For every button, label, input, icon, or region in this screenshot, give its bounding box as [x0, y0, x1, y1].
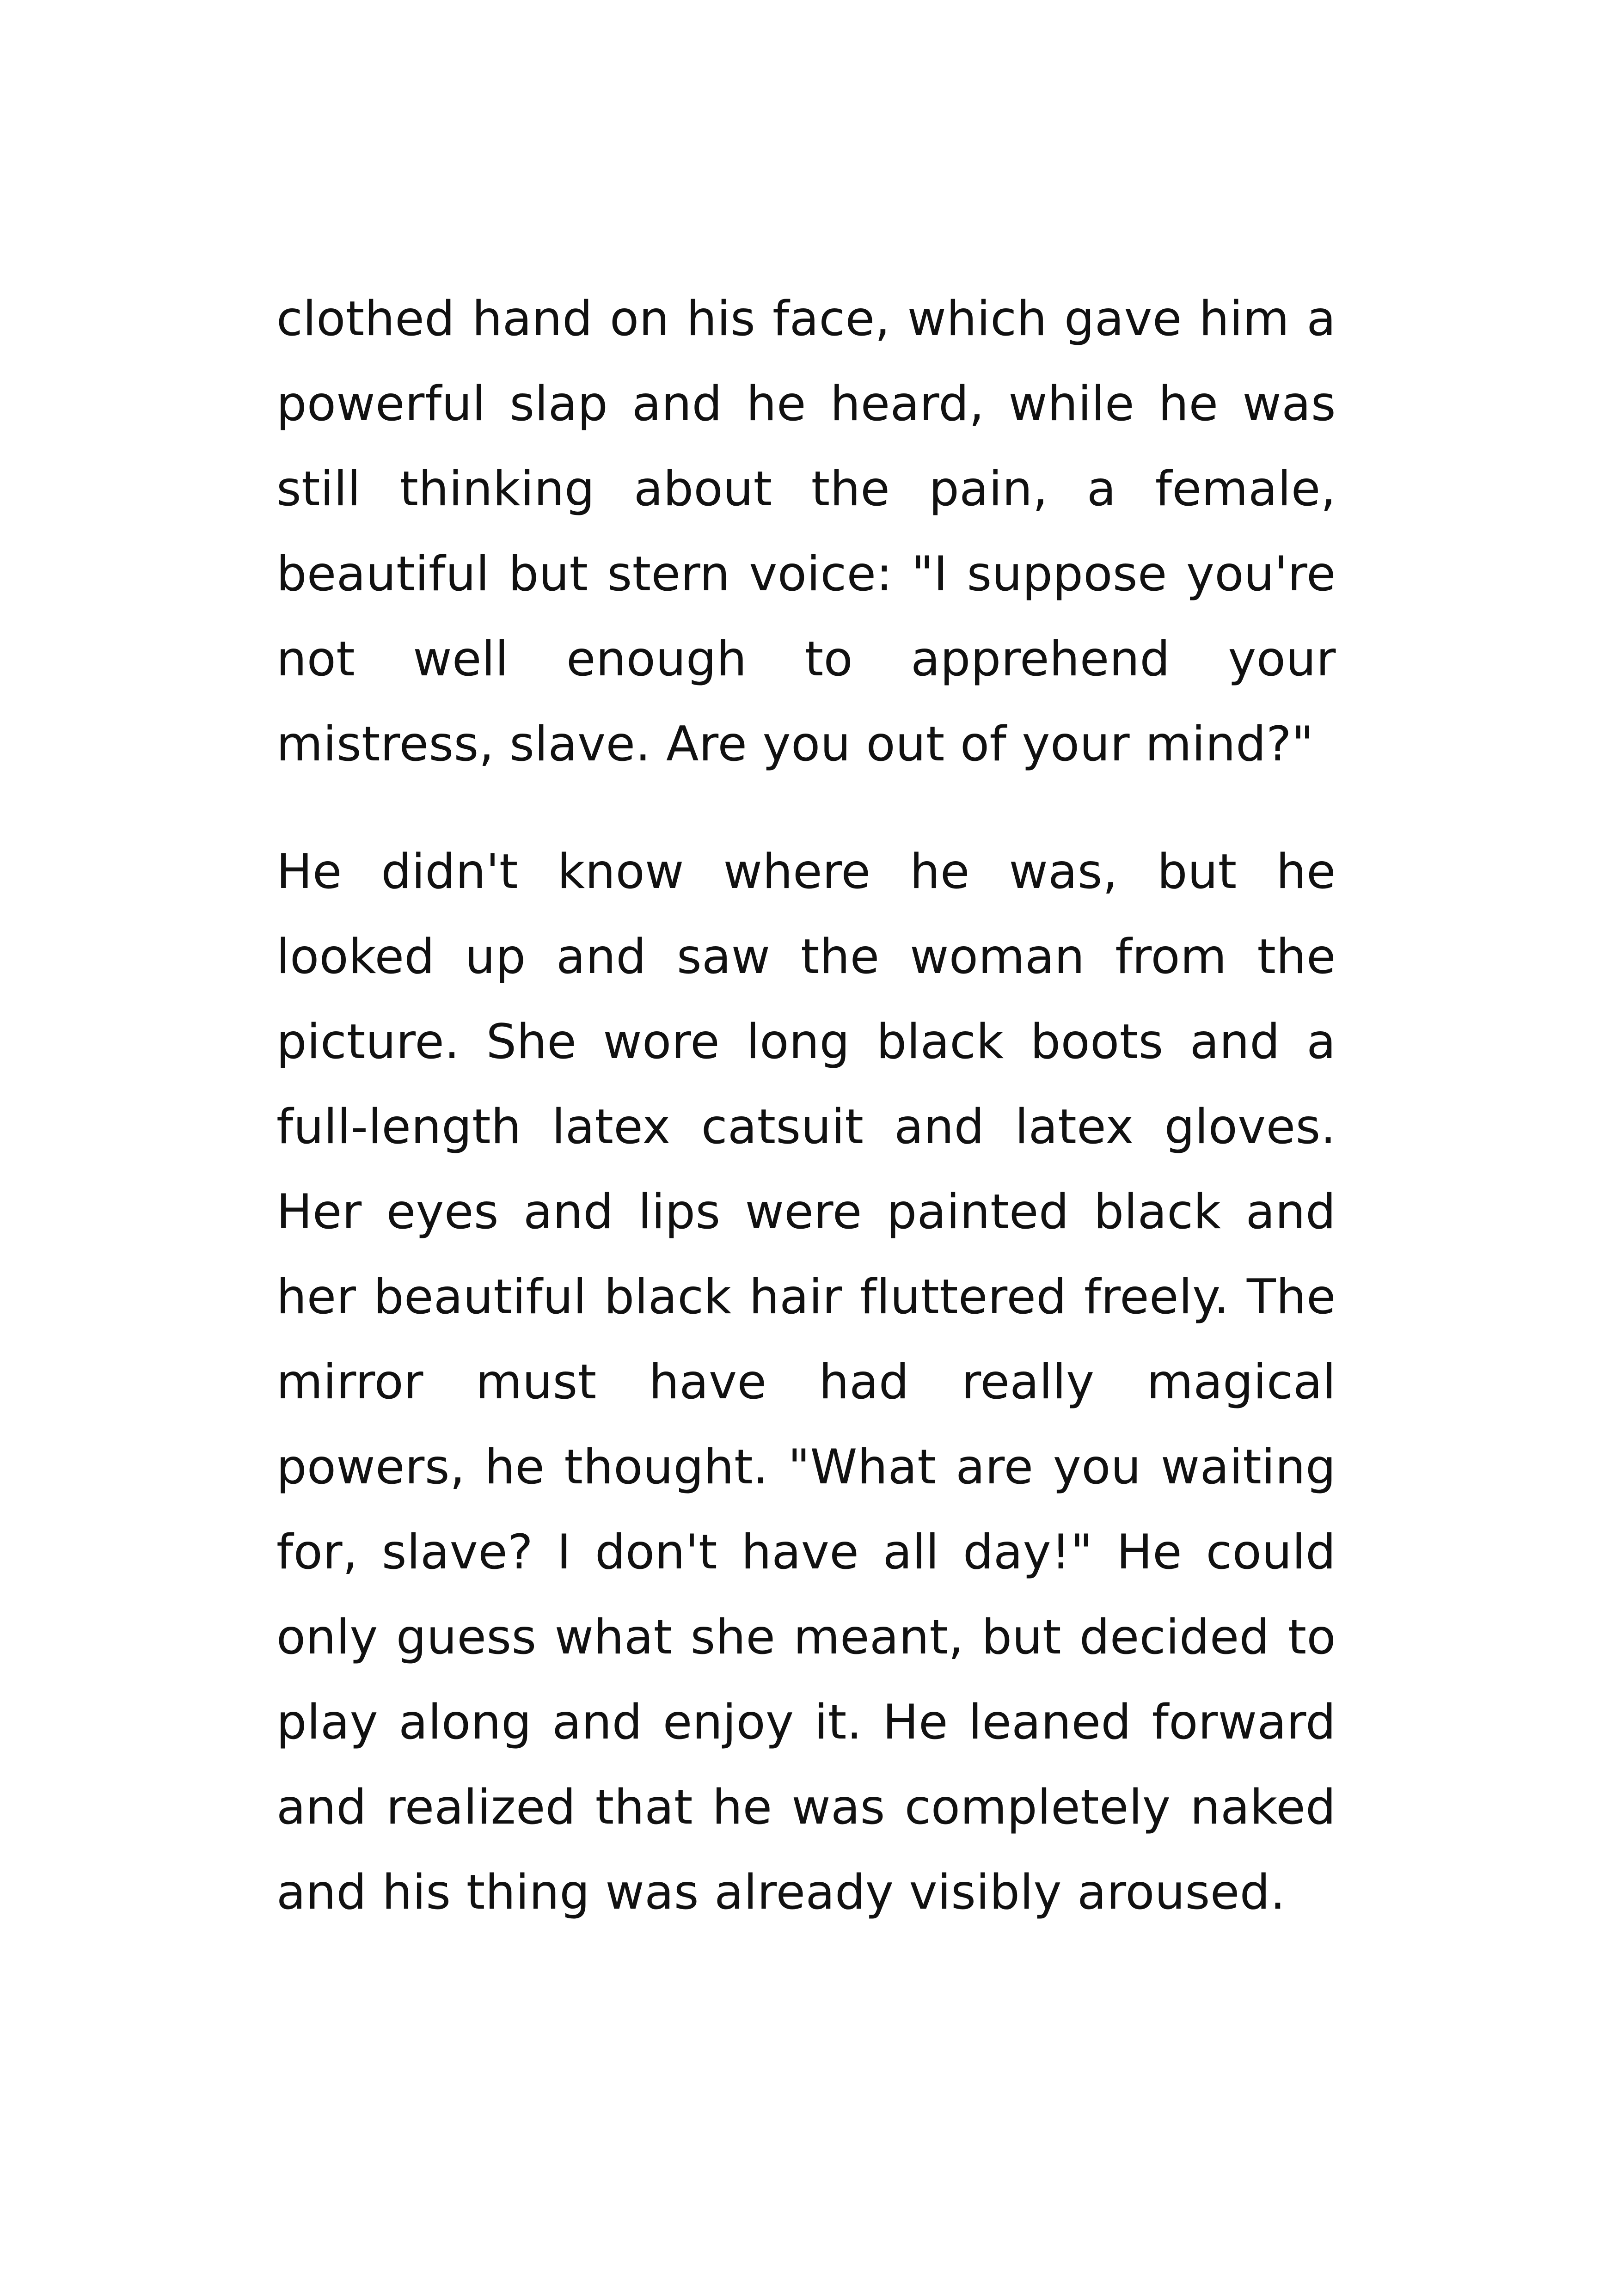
paragraph-1: clothed hand on his face, which gave him a powerful slap and he heard, while he was still thinking about the pain, a female, beautiful but stern voice: "I suppose you're not well enough to apprehend your mistress, slave. Are you out of your mind?" — [276, 291, 1336, 772]
paragraph-2: He didn't know where he was, but he looked up and saw the woman from the picture. She wore long black boots and a full-length latex catsuit and latex gloves. Her eyes and lips were painted black and her beautiful black hair fluttered freely. The mirror must have had really magical powers, he thought. "What are you waiting for, slave? I don't have all day!" He could only guess what she meant, but decided to play along and enjoy it. He leaned forward and realized that he was completely naked and his thing was already visibly aroused. — [276, 844, 1336, 1920]
body-text — [276, 276, 1336, 1935]
